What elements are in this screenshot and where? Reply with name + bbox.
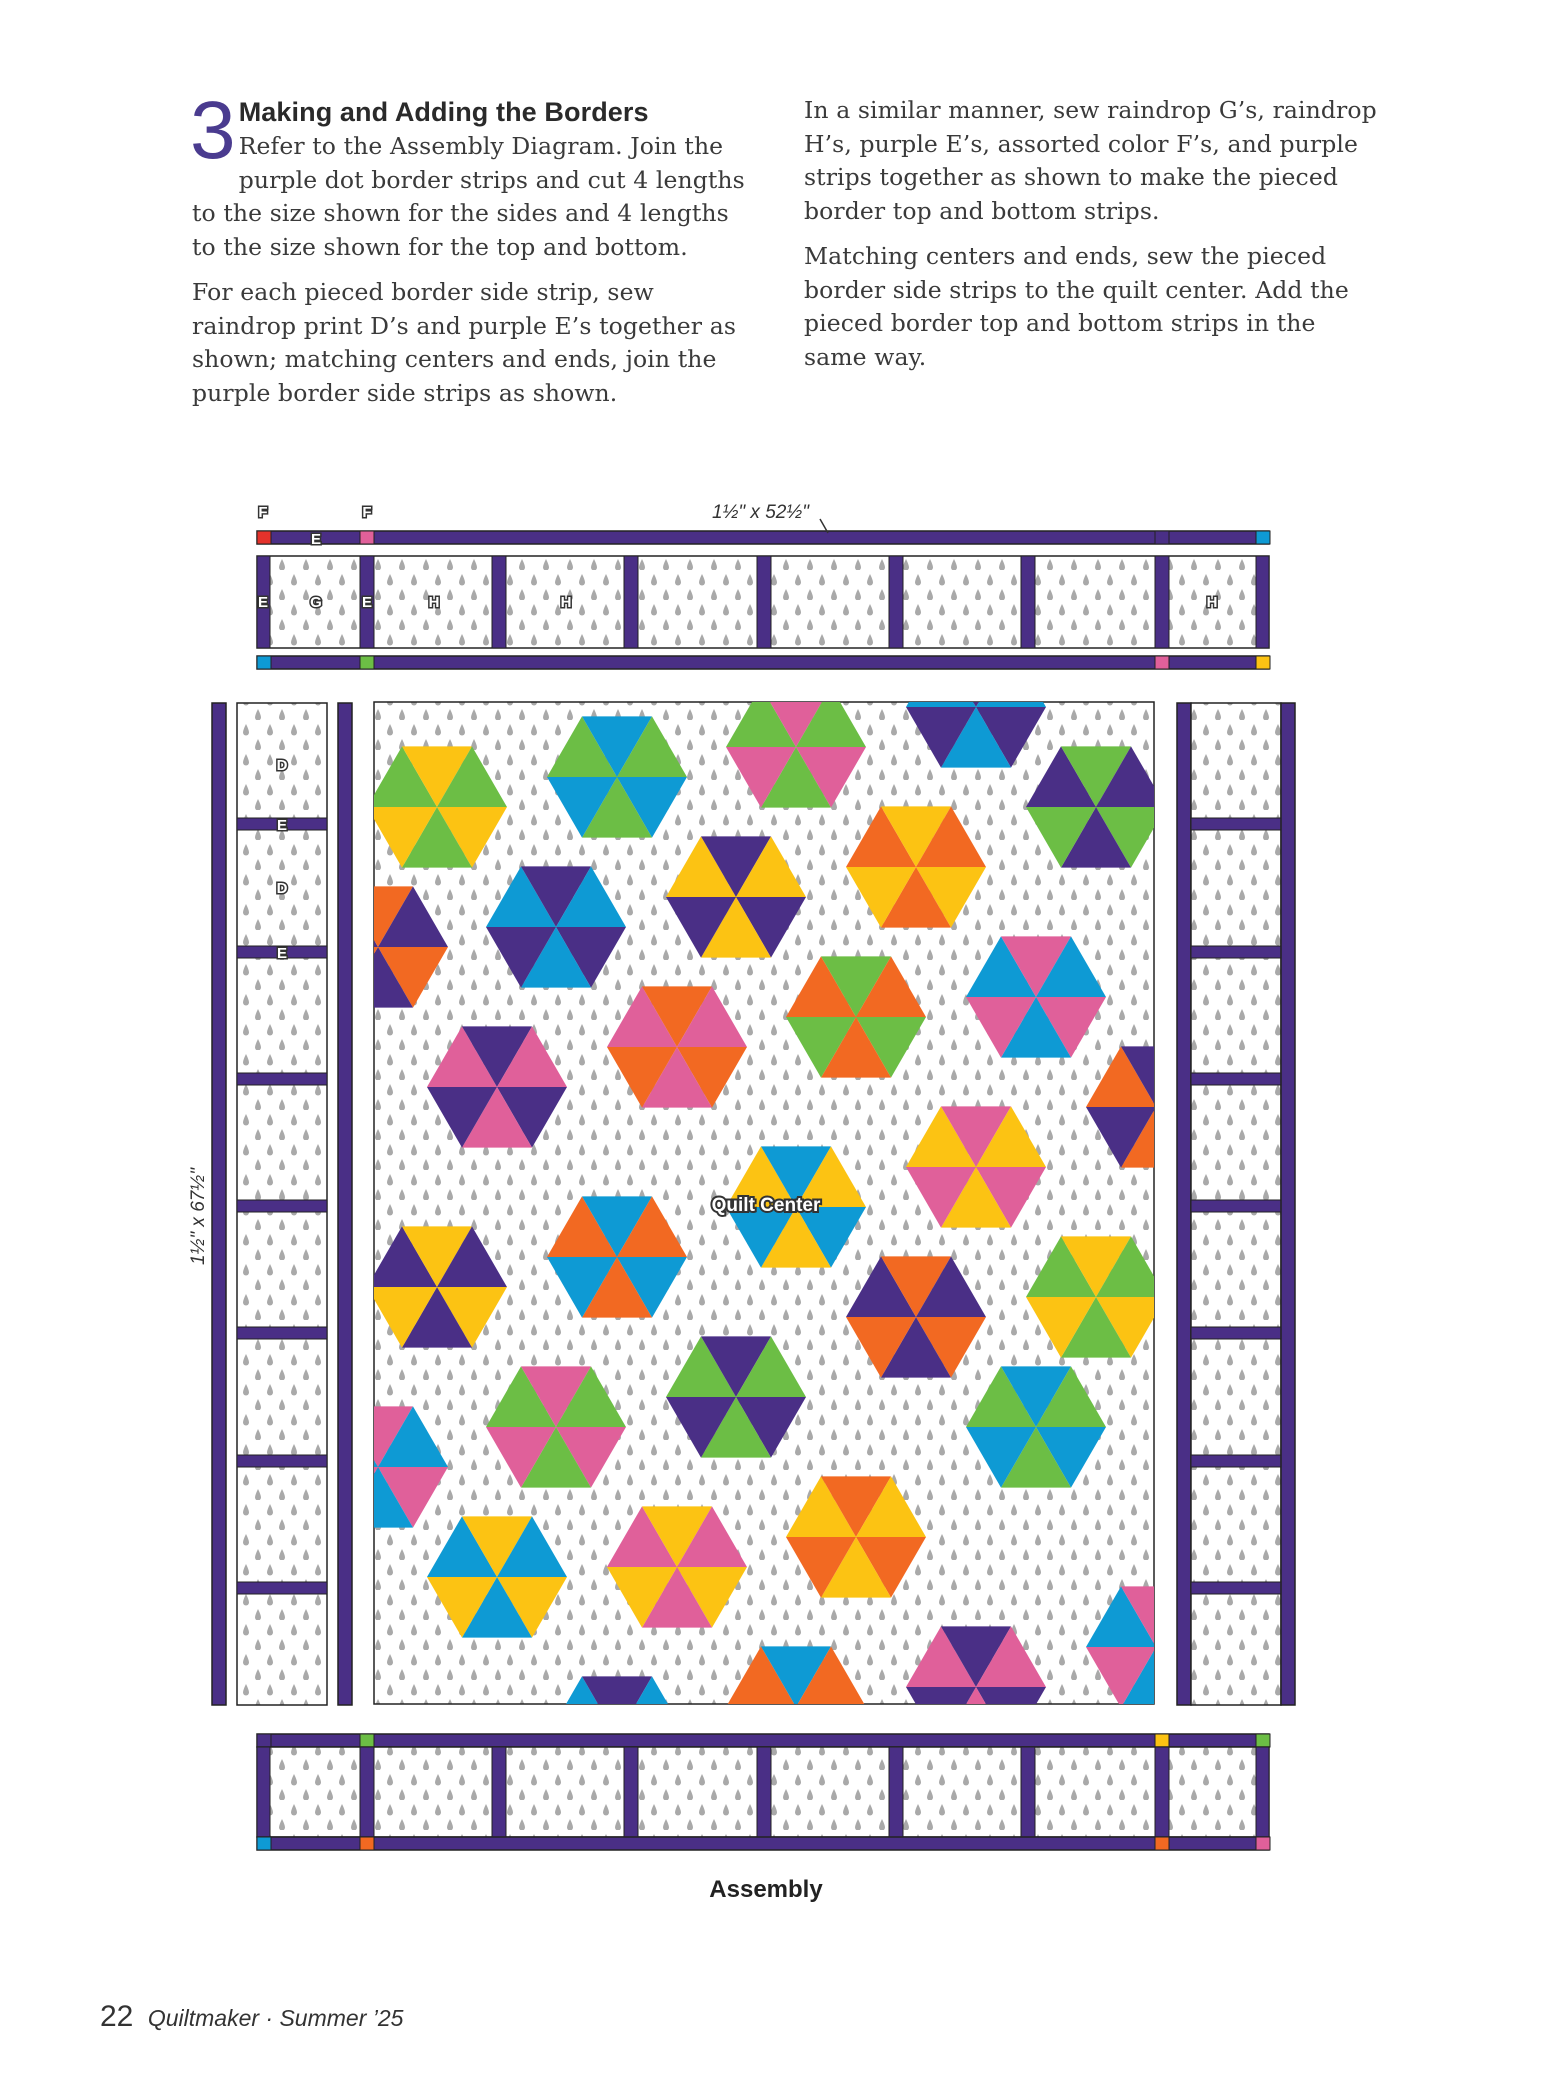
purple-border-strip [257,656,1269,669]
piece-label: F [362,504,372,521]
piece-label: D [276,757,288,774]
step-title: Making and Adding the Borders [238,97,649,127]
piece-label: F [258,504,268,521]
quilt-center [308,646,1226,1797]
color-square-f [360,531,374,544]
page-number: 22 [100,2000,134,2033]
top-strip-dimension: 1½" x 52½" [712,502,809,523]
piece-label: E [276,945,288,962]
page-footer [100,2000,403,2034]
color-square [1155,531,1169,544]
paragraph: Matching centers and ends, sew the pieced border side strips to the quilt center. Add the pieced border top and bottom strips in the same way. [804,242,1349,371]
purple-border-strip [257,531,1269,544]
color-square-f [257,531,271,544]
paragraph: In a similar manner, sew raindrop G’s, raindrop H’s, purple E’s, assorted color F’s, and purple strips together as shown to make the pieced border top and bottom strips. [804,96,1377,225]
piece-label: E [310,531,322,548]
side-strip-dimension: 1½" x 67½" [188,1168,209,1265]
purple-border-strip [1281,703,1295,1705]
piece-label: E [257,594,269,611]
hexagon-wedge [582,1676,652,1737]
left-side-border [188,703,352,1705]
top-border-assembly [257,502,1270,669]
piece-label: E [361,594,373,611]
paragraph: For each pieced border side strip, sew raindrop print D’s and purple E’s together as shown; matching centers and ends, join the purple border side strips as shown. [192,278,736,407]
piece-label: H [428,594,440,611]
bottom-border-assembly [257,1734,1270,1850]
purple-border-strip [212,703,226,1705]
purple-border-strip [338,703,352,1705]
step-number: 3 [190,85,236,176]
piece-label: G [310,594,322,611]
piece-label: H [560,594,572,611]
diagram-caption: Assembly [709,1876,823,1903]
paragraph: Refer to the Assembly Diagram. Join the purple dot border strips and cut 4 lengths to the size shown for the sides and 4 lengths to the size shown for the top and bottom. [192,132,745,261]
piece-label: E [276,817,288,834]
piece-label: H [1206,594,1218,611]
right-side-border [1177,703,1295,1705]
color-square [1256,531,1270,544]
purple-border-strip [1177,703,1191,1705]
publication-name: Quiltmaker · Summer ’25 [147,2005,404,2031]
piece-label: D [276,880,288,897]
quilt-center-label: Quilt Center [711,1195,821,1216]
